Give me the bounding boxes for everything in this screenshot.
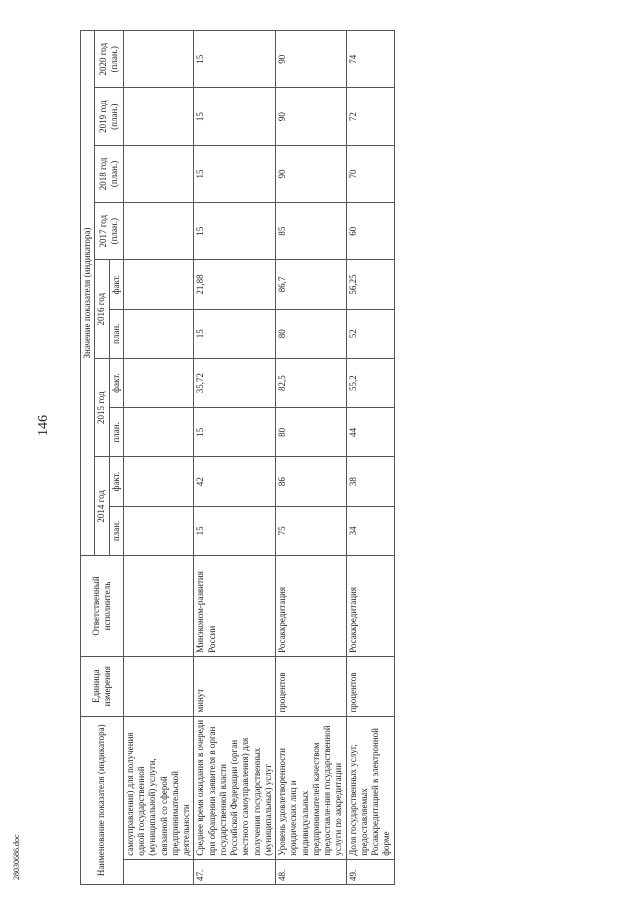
value-cell (123, 408, 194, 457)
header-2016: 2016 год (95, 260, 109, 359)
header-unit: Единица измерения (81, 656, 124, 716)
row-name: Среднее время ожидания в очереди при обращении заявителя в орган государственной власти Российской Федерации (орган местного самоуправления) для получения государственных (муниципальных) услуг (194, 716, 276, 859)
row-name: самоуправления) для получения одной государственной (муниципальной) услуги, связанной со сферой предпринимательской деятельности (123, 716, 194, 859)
table-row (194, 31, 276, 885)
header-plan: план. (109, 408, 123, 457)
value-cell: 86 (276, 457, 347, 506)
table-row (123, 31, 194, 885)
header-plan: план. (109, 506, 123, 555)
value-cell: 60 (346, 203, 394, 260)
value-cell (123, 88, 194, 145)
value-cell: 34 (346, 506, 394, 555)
value-cell (123, 309, 194, 358)
header-2019: 2019 год (план.) (95, 88, 124, 145)
header-plan: план. (109, 309, 123, 358)
row-executor: Минэконом-развития России (194, 556, 276, 657)
value-cell: 74 (346, 31, 394, 88)
table-header (81, 31, 124, 885)
header-value-group: Значение показателя (индикатора) (81, 31, 95, 556)
value-cell: 70 (346, 145, 394, 202)
row-unit: процентов (346, 656, 394, 716)
value-cell: 56,25 (346, 260, 394, 309)
value-cell: 52 (346, 309, 394, 358)
value-cell: 80 (276, 408, 347, 457)
value-cell: 15 (194, 408, 276, 457)
indicator-table (80, 30, 395, 885)
value-cell: 21,88 (194, 260, 276, 309)
row-number: 49. (346, 859, 394, 884)
rotated-table-container (80, 30, 560, 885)
row-number (123, 859, 194, 884)
row-executor: Росаккредитация (346, 556, 394, 657)
value-cell: 75 (276, 506, 347, 555)
header-fact: факт. (109, 457, 123, 506)
page-number: 146 (36, 415, 51, 436)
value-cell (123, 506, 194, 555)
row-number: 47. (194, 859, 276, 884)
value-cell (123, 358, 194, 407)
table-row (346, 31, 394, 885)
value-cell: 90 (276, 31, 347, 88)
row-name: Уровень удовлетворенности юридических лиц и индивидуальных предпринимателей качеством предоставле-ния государственной услуги по аккредитации (276, 716, 347, 859)
table-row (276, 31, 347, 885)
value-cell: 15 (194, 309, 276, 358)
value-cell (123, 457, 194, 506)
value-cell (123, 31, 194, 88)
value-cell: 86,7 (276, 260, 347, 309)
value-cell: 42 (194, 457, 276, 506)
row-unit: процентов (276, 656, 347, 716)
value-cell: 44 (346, 408, 394, 457)
value-cell: 15 (194, 88, 276, 145)
header-fact: факт. (109, 260, 123, 309)
value-cell: 72 (346, 88, 394, 145)
value-cell: 80 (276, 309, 347, 358)
value-cell: 35,72 (194, 358, 276, 407)
row-executor: Росаккредитация (276, 556, 347, 657)
value-cell (123, 260, 194, 309)
row-executor (123, 556, 194, 657)
value-cell: 82,5 (276, 358, 347, 407)
header-name: Наименование показателя (индикатора) (81, 716, 124, 884)
row-number: 48. (276, 859, 347, 884)
header-2014: 2014 год (95, 457, 109, 556)
value-cell: 15 (194, 145, 276, 202)
row-unit: минут (194, 656, 276, 716)
header-2020: 2020 год (план.) (95, 31, 124, 88)
value-cell: 38 (346, 457, 394, 506)
value-cell: 90 (276, 145, 347, 202)
value-cell: 15 (194, 31, 276, 88)
value-cell: 15 (194, 203, 276, 260)
value-cell: 90 (276, 88, 347, 145)
footer-code: 28030686.doc (12, 834, 21, 880)
header-fact: факт. (109, 358, 123, 407)
header-2015: 2015 год (95, 358, 109, 457)
value-cell (123, 203, 194, 260)
row-unit (123, 656, 194, 716)
header-2018: 2018 год (план.) (95, 145, 124, 202)
value-cell: 85 (276, 203, 347, 260)
header-executor: Ответственный исполнитель (81, 556, 124, 657)
row-name: Доля государственных услуг, предоставляемых Росаккредитацией в электронной форме (346, 716, 394, 859)
value-cell (123, 145, 194, 202)
value-cell: 55,2 (346, 358, 394, 407)
value-cell: 15 (194, 506, 276, 555)
header-2017: 2017 год (план.) (95, 203, 124, 260)
table-body (123, 31, 394, 885)
